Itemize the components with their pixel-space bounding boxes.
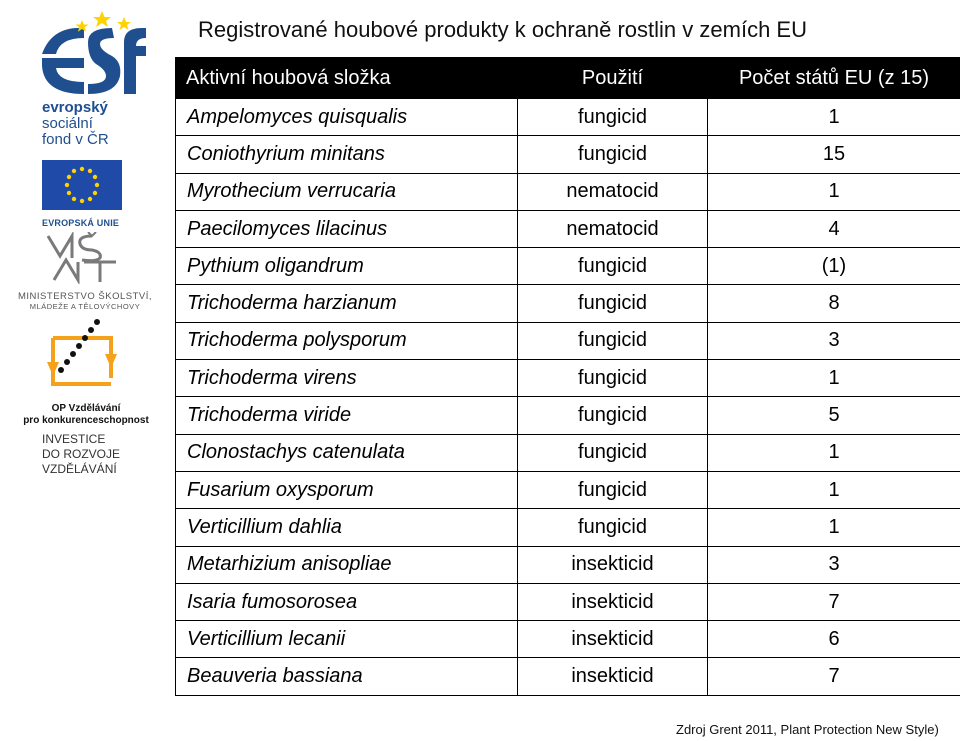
cell-eu-count: 3 <box>708 546 960 583</box>
cell-eu-count: 1 <box>708 471 960 508</box>
cell-active-component: Verticillium dahlia <box>176 509 518 546</box>
cell-eu-count: 15 <box>708 136 960 173</box>
cell-eu-count: 7 <box>708 583 960 620</box>
cell-usage: nematocid <box>518 173 708 210</box>
cell-eu-count: 5 <box>708 397 960 434</box>
table-row <box>176 471 960 508</box>
cell-usage: fungicid <box>518 509 708 546</box>
msmt-line-2: MLÁDEŽE A TĚLOVÝCHOVY <box>29 302 141 311</box>
cell-eu-count: 1 <box>708 173 960 210</box>
table-row <box>176 322 960 359</box>
header-usage: Použití <box>518 58 708 99</box>
cell-eu-count: 1 <box>708 99 960 136</box>
op-line-2: pro konkurenceschopnost <box>23 415 149 426</box>
eu-flag-block <box>42 160 122 228</box>
table-row <box>176 285 960 322</box>
cell-eu-count: (1) <box>708 248 960 285</box>
msmt-logo-block <box>2 232 168 311</box>
esf-line-2: sociální <box>42 115 93 132</box>
table-row <box>176 621 960 658</box>
cell-active-component: Trichoderma polysporum <box>176 322 518 359</box>
eu-label: EVROPSKÁ UNIE <box>42 218 120 228</box>
op-logo-block <box>6 318 166 427</box>
cell-eu-count: 4 <box>708 210 960 247</box>
cell-eu-count: 7 <box>708 658 960 695</box>
cell-active-component: Trichoderma viride <box>176 397 518 434</box>
cell-eu-count: 6 <box>708 621 960 658</box>
cell-eu-count: 3 <box>708 322 960 359</box>
cell-active-component: Isaria fumosorosea <box>176 583 518 620</box>
cell-usage: nematocid <box>518 210 708 247</box>
table-row <box>176 397 960 434</box>
table-row <box>176 509 960 546</box>
table-row <box>176 173 960 210</box>
op-line-1: OP Vzdělávání <box>51 403 121 414</box>
cell-eu-count: 1 <box>708 434 960 471</box>
cell-active-component: Myrothecium verrucaria <box>176 173 518 210</box>
cell-active-component: Trichoderma harzianum <box>176 285 518 322</box>
esf-logo-block <box>42 6 152 148</box>
table-row <box>176 136 960 173</box>
cell-usage: fungicid <box>518 322 708 359</box>
cell-eu-count: 1 <box>708 360 960 397</box>
table-row <box>176 99 960 136</box>
products-table <box>175 57 960 696</box>
cell-usage: fungicid <box>518 99 708 136</box>
cell-usage: fungicid <box>518 471 708 508</box>
cell-usage: fungicid <box>518 248 708 285</box>
cell-usage: insekticid <box>518 621 708 658</box>
cell-usage: insekticid <box>518 546 708 583</box>
page-title: Registrované houbové produkty k ochraně rostlin v zemích EU <box>198 17 807 42</box>
cell-active-component: Fusarium oxysporum <box>176 471 518 508</box>
cell-active-component: Paecilomyces lilacinus <box>176 210 518 247</box>
cell-usage: fungicid <box>518 397 708 434</box>
table-row <box>176 434 960 471</box>
cell-usage: fungicid <box>518 360 708 397</box>
table-row <box>176 210 960 247</box>
investice-text <box>42 432 162 477</box>
cell-eu-count: 1 <box>708 509 960 546</box>
table-row <box>176 360 960 397</box>
eu-flag-icon <box>42 160 122 210</box>
cell-usage: fungicid <box>518 285 708 322</box>
cell-usage: fungicid <box>518 136 708 173</box>
cell-active-component: Coniothyrium minitans <box>176 136 518 173</box>
esf-logo <box>42 6 148 96</box>
investice-line-3: VZDĚLÁVÁNÍ <box>42 462 117 476</box>
esf-line-3: fond v ČR <box>42 131 109 148</box>
cell-active-component: Clonostachys catenulata <box>176 434 518 471</box>
cell-active-component: Metarhizium anisopliae <box>176 546 518 583</box>
msmt-logo <box>44 232 126 284</box>
header-active-component: Aktivní houbová složka <box>176 58 518 99</box>
table-row <box>176 546 960 583</box>
sidebar-logos <box>0 0 170 741</box>
investice-block <box>42 432 162 477</box>
header-eu-count: Počet států EU (z 15) <box>708 58 960 99</box>
table-row <box>176 248 960 285</box>
cell-usage: insekticid <box>518 658 708 695</box>
cell-active-component: Pythium oligandrum <box>176 248 518 285</box>
cell-usage: fungicid <box>518 434 708 471</box>
table-header-row <box>176 58 960 99</box>
cell-active-component: Ampelomyces quisqualis <box>176 99 518 136</box>
source-note: Zdroj Grent 2011, Plant Protection New Style) <box>676 722 939 737</box>
cell-active-component: Trichoderma virens <box>176 360 518 397</box>
esf-line-1: evropský <box>42 99 108 116</box>
cell-usage: insekticid <box>518 583 708 620</box>
table-row <box>176 658 960 695</box>
table-row <box>176 583 960 620</box>
investice-line-1: INVESTICE <box>42 432 106 446</box>
table-body <box>176 99 960 696</box>
investice-line-2: DO ROZVOJE <box>42 447 121 461</box>
cell-eu-count: 8 <box>708 285 960 322</box>
op-logo <box>41 318 131 398</box>
msmt-line-1: MINISTERSTVO ŠKOLSTVÍ, <box>18 291 152 302</box>
esf-text <box>42 100 152 148</box>
cell-active-component: Verticillium lecanii <box>176 621 518 658</box>
cell-active-component: Beauveria bassiana <box>176 658 518 695</box>
